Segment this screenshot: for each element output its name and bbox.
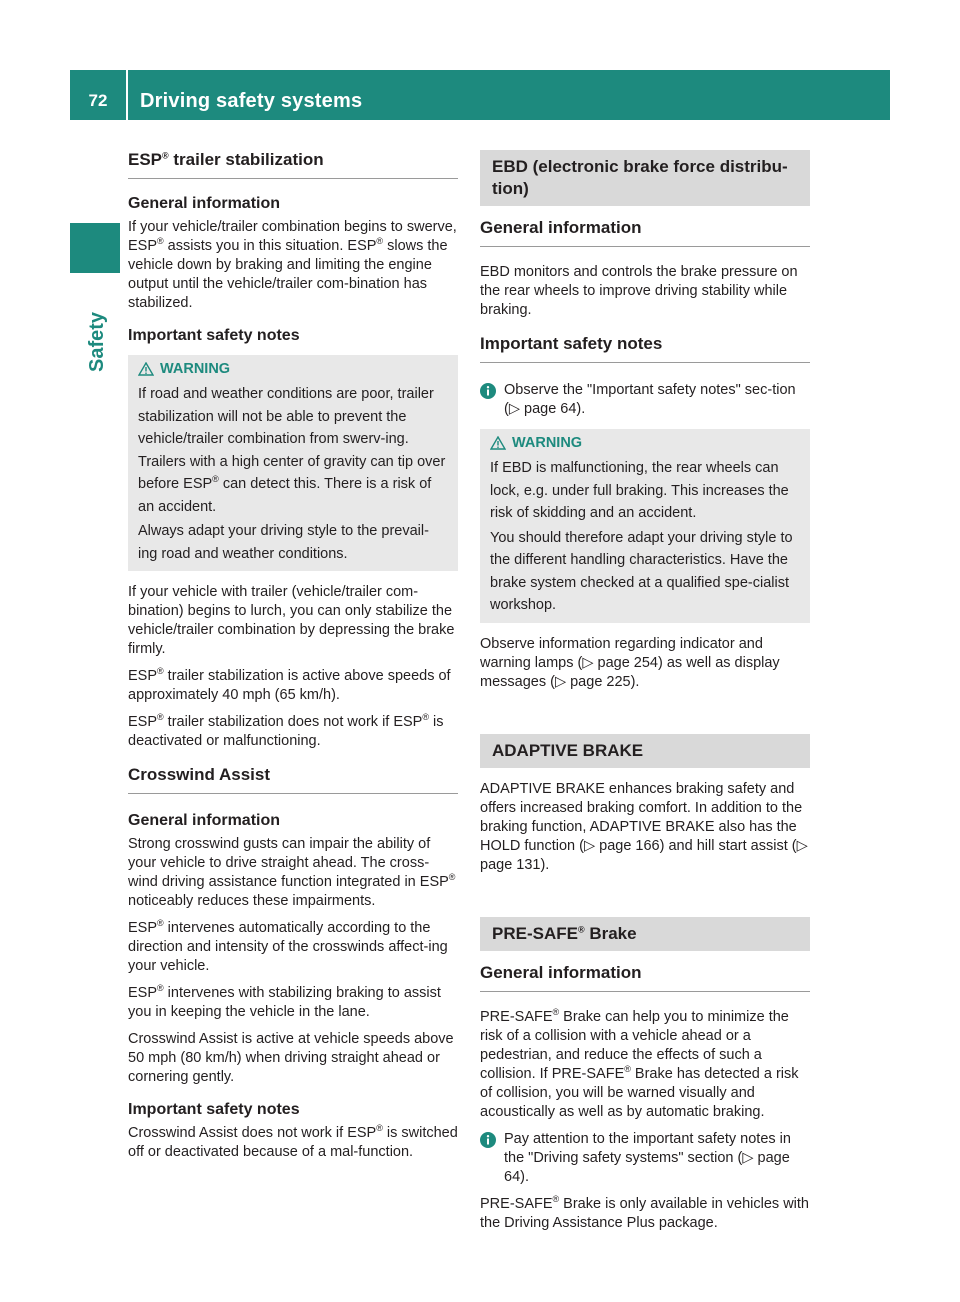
ebd-general-heading: General information bbox=[480, 218, 810, 247]
esp-trailer-heading: ESP® trailer stabilization bbox=[128, 150, 458, 179]
crosswind-general-heading: General information bbox=[128, 812, 281, 829]
lurch-text: If your vehicle with trailer (vehicle/trailer com-bination) begins to lurch, you can only stabilize the vehicle/trailer combination by depressing the brake firmly. bbox=[128, 584, 455, 657]
warning-triangle-icon bbox=[138, 362, 154, 376]
pre-safe-info-note: Pay attention to the important safety notes in the "Driving safety systems" section (▷ page 64). bbox=[480, 1130, 810, 1187]
ebd-warning-title: WARNING bbox=[490, 435, 800, 451]
page-number: 72 bbox=[88, 91, 108, 110]
crosswind-text-5: Crosswind Assist does not work if ESP® is switched off or deactivated because of a mal-function. bbox=[128, 1123, 458, 1160]
general-info-text: If your vehicle/trailer combination begins to swerve, ESP® assists you in this situation. ESP® slows the vehicle down by braking and limiting the engine output until the vehicle/trailer com-bination has stabilized. bbox=[128, 219, 457, 311]
info-icon bbox=[480, 383, 496, 399]
pre-safe-general-heading: General information bbox=[480, 963, 810, 992]
ebd-warning-box bbox=[480, 429, 810, 623]
page-title: Driving safety systems bbox=[140, 90, 363, 112]
warning-title: WARNING bbox=[138, 361, 448, 377]
pre-safe-text-1: PRE-SAFE® Brake can help you to minimize the risk of a collision with a vehicle ahead or a pedestrian, and reduce the effects of such a collision. If PRE-SAFE® Brake has detected a risk of collision, you will be warned visually and acoustically as well as by automatic braking. bbox=[480, 1006, 799, 1120]
warning-advice: Always adapt your driving style to the prevail-ing road and weather conditions. bbox=[138, 523, 429, 562]
right-column bbox=[480, 150, 810, 1241]
ebd-info-note: Observe the "Important safety notes" sec-tion (▷ page 64). bbox=[480, 381, 810, 419]
ebd-banner: EBD (electronic brake force distribu-tion) bbox=[480, 150, 810, 206]
header-divider bbox=[126, 70, 128, 120]
ebd-text: EBD monitors and controls the brake pressure on the rear wheels to improve driving stability while braking. bbox=[480, 264, 798, 318]
info-icon bbox=[480, 1132, 496, 1148]
pre-safe-banner: PRE-SAFE® Brake bbox=[480, 917, 810, 951]
crosswind-assist-heading: Crosswind Assist bbox=[128, 765, 458, 794]
active-speed-text: ESP® trailer stabilization is active above speeds of approximately 40 mph (65 km/h). bbox=[128, 666, 451, 703]
warning-triangle-icon bbox=[490, 436, 506, 450]
crosswind-safety-heading: Important safety notes bbox=[128, 1101, 300, 1118]
warning-text: If road and weather conditions are poor, trailer stabilization will not be able to prevent the vehicle/trailer combination from swerv-ing. Trailers with a high center of gravity can tip over before ESP® can detect this. There is a risk of an accident. bbox=[138, 386, 446, 515]
ebd-warning-advice: You should therefore adapt your driving style to the different handling characteristics. Have the brake system checked at a qualified spe-cialist workshop. bbox=[490, 529, 793, 613]
not-working-text: ESP® trailer stabilization does not work if ESP® is deactivated or malfunctioning. bbox=[128, 712, 444, 749]
adaptive-brake-text: ADAPTIVE BRAKE enhances braking safety and offers increased braking comfort. In addition to the braking function, ADAPTIVE BRAKE also has the HOLD function (▷ page 166) and hill start assist (▷ page 131). bbox=[480, 780, 808, 873]
left-column bbox=[128, 150, 458, 1170]
ebd-observe-text: Observe information regarding indicator and warning lamps (▷ page 254) as well as display messages (▷ page 225). bbox=[480, 635, 780, 690]
warning-box bbox=[128, 355, 458, 571]
crosswind-text-2: ESP® intervenes automatically according to the direction and intensity of the crosswinds affect-ing your vehicle. bbox=[128, 918, 448, 974]
safety-notes-heading: Important safety notes bbox=[128, 327, 300, 344]
adaptive-brake-banner: ADAPTIVE BRAKE bbox=[480, 734, 810, 768]
crosswind-text-1: Strong crosswind gusts can impair the ability of your vehicle to drive straight ahead. The cross-wind driving assistance function integrated in ESP® noticeably reduces these impairments. bbox=[128, 836, 456, 909]
general-info-heading: General information bbox=[128, 195, 281, 212]
crosswind-text-4: Crosswind Assist is active at vehicle speeds above 50 mph (80 km/h) when driving straight ahead or cornering gently. bbox=[128, 1031, 454, 1085]
side-tab-marker bbox=[70, 223, 120, 273]
side-section-label: Safety bbox=[86, 311, 108, 372]
crosswind-text-3: ESP® intervenes with stabilizing braking to assist you in keeping the vehicle in the lane. bbox=[128, 983, 441, 1020]
pre-safe-text-2: PRE-SAFE® Brake is only available in vehicles with the Driving Assistance Plus package. bbox=[480, 1193, 809, 1231]
ebd-warning-text: If EBD is malfunctioning, the rear wheels can lock, e.g. under full braking. This increases the risk of skidding and an accident. bbox=[490, 460, 789, 521]
ebd-safety-heading: Important safety notes bbox=[480, 334, 810, 363]
